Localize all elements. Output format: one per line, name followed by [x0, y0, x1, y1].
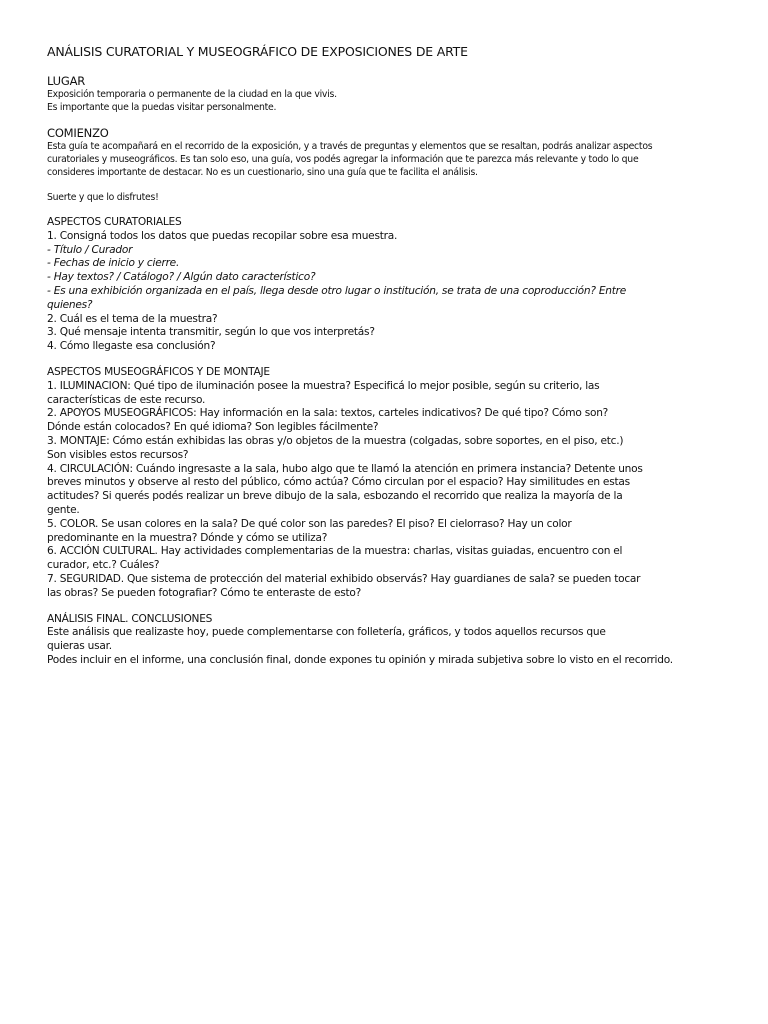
document-page — [47, 44, 727, 668]
paragraph-line: 4. CIRCULACIÓN: Cuándo ingresaste a la sala, hubo algo que te llamó la atención en primera instancia? Detente unos — [47, 462, 643, 475]
paragraph-line: consideres importante de destacar. No es un cuestionario, sino una guía que te facilita el análisis. — [47, 167, 478, 178]
paragraph-line: las obras? Se pueden fotografiar? Cómo te enteraste de esto? — [47, 586, 362, 599]
list-item: 2. Cuál es el tema de la muestra? — [47, 312, 218, 325]
section-final — [47, 613, 727, 668]
bullet-item: - Fechas de inicio y cierre. — [47, 257, 180, 270]
paragraph-line: 2. APOYOS MUSEOGRÁFICOS: Hay información en la sala: textos, carteles indicativos? De qué tipo? Cómo son? — [47, 407, 609, 420]
section-curatoriales — [47, 216, 727, 354]
paragraph-line: Podes incluir en el informe, una conclusión final, donde expones tu opinión y mirada subjetiva sobre lo visto en el recorrido. — [47, 653, 673, 666]
bullet-item: quienes? — [47, 298, 93, 311]
section-heading: LUGAR — [47, 74, 86, 88]
paragraph-line: Exposición temporaria o permanente de la ciudad en la que vivis. — [47, 89, 337, 100]
paragraph-line: curador, etc.? Cuáles? — [47, 559, 160, 572]
list-item: 4. Cómo llegaste esa conclusión? — [47, 340, 216, 353]
paragraph-line: 7. SEGURIDAD. Que sistema de protección del material exhibido observás? Hay guardianes de sala? se pueden tocar — [47, 572, 641, 585]
paragraph-line: características de este recurso. — [47, 393, 206, 406]
paragraph-line: Dónde están colocados? En qué idioma? Son legibles fácilmente? — [47, 421, 379, 434]
section-heading: ASPECTOS CURATORIALES — [47, 216, 182, 228]
section-museograficos — [47, 366, 727, 601]
closing-line: Suerte y que lo disfrutes! — [47, 192, 159, 203]
section-heading: ASPECTOS MUSEOGRÁFICOS Y DE MONTAJE — [47, 365, 270, 378]
document-title: ANÁLISIS CURATORIAL Y MUSEOGRÁFICO DE EXPOSICIONES DE ARTE — [47, 44, 468, 59]
paragraph-line: Son visibles estos recursos? — [47, 448, 189, 461]
paragraph-line: gente. — [47, 503, 80, 516]
section-heading: ANÁLISIS FINAL. CONCLUSIONES — [47, 612, 213, 625]
paragraph-line: predominante en la muestra? Dónde y cómo se utiliza? — [47, 531, 328, 544]
bullet-item: - Es una exhibición organizada en el país, llega desde otro lugar o institución, se trata de una coproducción? Entre — [47, 284, 627, 297]
paragraph-line: actitudes? Si querés podés realizar un breve dibujo de la sala, esbozando el recorrido que realiza la mayoría de la — [47, 490, 623, 503]
list-item: 1. Consigná todos los datos que puedas recopilar sobre esa muestra. — [47, 229, 398, 242]
bullet-item: - Hay textos? / Catálogo? / Algún dato característico? — [47, 271, 316, 284]
list-item: 3. Qué mensaje intenta transmitir, según lo que vos interpretás? — [47, 326, 375, 339]
section-heading: COMIENZO — [47, 126, 109, 140]
section-lugar — [47, 74, 727, 114]
paragraph-line: Este análisis que realizaste hoy, puede complementarse con folletería, gráficos, y todos aquellos recursos que — [47, 626, 606, 639]
paragraph-line: breves minutos y observe al resto del público, cómo actúa? Cómo circulan por el espacio? Hay similitudes en estas — [47, 476, 630, 489]
paragraph-line: Es importante que la puedas visitar personalmente. — [47, 102, 277, 113]
paragraph-line: 5. COLOR. Se usan colores en la sala? De qué color son las paredes? El piso? El cielorraso? Hay un color — [47, 517, 572, 530]
bullet-item: - Título / Curador — [47, 243, 133, 256]
paragraph-line: quieras usar. — [47, 640, 112, 653]
paragraph-line: curatoriales y museográficos. Es tan solo eso, una guía, vos podés agregar la información que te parezca más relevante y todo lo que — [47, 154, 639, 165]
section-comienzo — [47, 126, 727, 204]
paragraph-line: 1. ILUMINACION: Qué tipo de iluminación posee la muestra? Especificá lo mejor posible, según su criterio, las — [47, 379, 600, 392]
paragraph-line: Esta guía te acompañará en el recorrido de la exposición, y a través de preguntas y elementos que se resaltan, podrás analizar aspectos — [47, 141, 653, 152]
paragraph-line: 6. ACCIÓN CULTURAL. Hay actividades complementarias de la muestra: charlas, visitas guiadas, encuentro con el — [47, 545, 623, 558]
paragraph-line: 3. MONTAJE: Cómo están exhibidas las obras y/o objetos de la muestra (colgadas, sobre soportes, en el piso, etc.) — [47, 434, 624, 447]
